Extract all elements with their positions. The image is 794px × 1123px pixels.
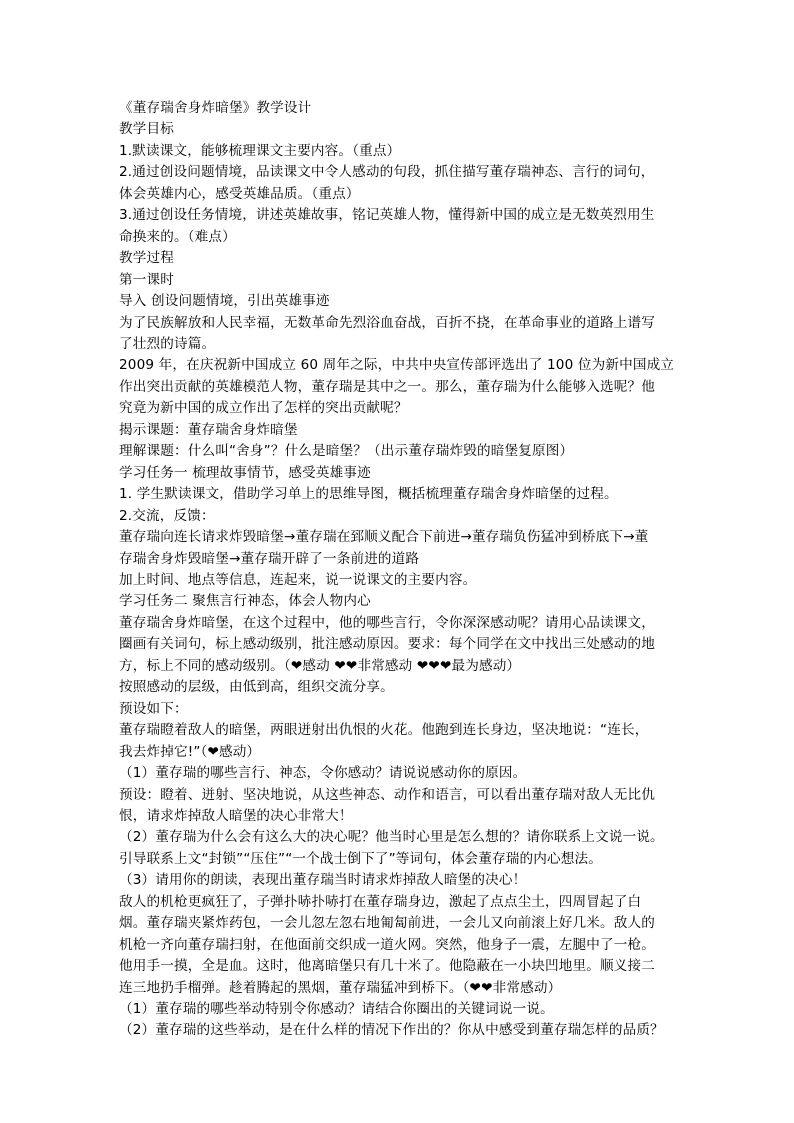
- text-line: 引导联系上文“封锁”“压住”“一个战士倒下了”等词句，体会董存瑞的内心想法。: [119, 850, 602, 867]
- document-body: [119, 119, 679, 1041]
- document-page: [119, 98, 679, 1042]
- text-line: 加上时间、地点等信息，连起来，说一说课文的主要内容。: [119, 571, 477, 588]
- text-line: （2）董存瑞的这些举动，是在什么样的情况下作出的？你从中感受到董存瑞怎样的品质？: [119, 1022, 664, 1039]
- text-line: 我去炸掉它!”（❤感动）: [119, 743, 261, 760]
- story-flow: 董存瑞向连长请求炸毁暗堡→董存瑞在郅顺义配合下前进→董存瑞负伤猛冲到桥底下→董: [119, 529, 649, 546]
- section-heading-process: 教学过程: [119, 250, 174, 267]
- topic-understanding: 理解课题：什么叫“舍身”？什么是暗堡？（出示董存瑞炸毁的暗堡复原图）: [119, 443, 574, 460]
- text-line: 恨，请求炸掉敌人暗堡的决心非常大！: [119, 807, 353, 824]
- text-line: 烟。董存瑞夹紧炸药包，一会儿忽左忽右地匍匐前进，一会儿又向前滚上好几米。敌人的: [119, 915, 656, 932]
- story-flow-cont: 存瑞舍身炸毁暗堡→董存瑞开辟了一条前进的道路: [119, 550, 420, 567]
- text-line: 连三地扔手榴弹。趁着腾起的黑烟，董存瑞猛冲到桥下。（❤❤非常感动）: [119, 979, 562, 996]
- text-line: （1）董存瑞的哪些举动特别令你感动？请结合你圈出的关键词说一说。: [119, 1001, 554, 1018]
- intro-heading: 导入 创设问题情境，引出英雄事迹: [119, 293, 330, 310]
- text-line: 董存瑞舍身炸暗堡，在这个过程中，他的哪些言行，令你深深感动呢？请用心品读课文，: [119, 614, 656, 631]
- objective-2-cont: 体会英雄内心，感受英雄品质。（重点）: [119, 185, 360, 202]
- text-line: 按照感动的层级，由低到高，组织交流分享。: [119, 679, 394, 696]
- topic-reveal: 揭示课题：董存瑞舍身炸暗堡: [119, 421, 298, 438]
- objective-3-cont: 命换来的。（难点）: [119, 228, 236, 245]
- document-title: 《董存瑞舍身炸暗堡》教学设计: [119, 100, 312, 116]
- text-line: （1）董存瑞的哪些言行、神态，令你感动？请说说感动你的原因。: [119, 765, 527, 782]
- task-1-heading: 学习任务一 梳理故事情节，感受英雄事迹: [119, 464, 371, 481]
- text-line: 他用手一摸，全是血。这时，他离暗堡只有几十米了。他隐蔽在一小块凹地里。顺义接二: [119, 958, 656, 975]
- text-line: 圈画有关词句，标上感动级别，批注感动原因。要求：每个同学在文中找出三处感动的地: [119, 636, 656, 653]
- text-line: 预设：瞪着、迸射、坚决地说，从这些神态、动作和语言，可以看出董存瑞对敌人无比仇: [119, 786, 656, 803]
- text-line: 1. 学生默读课文，借助学习单上的思维导图，概括梳理董存瑞舍身炸暗堡的过程。: [119, 486, 618, 503]
- text-line: 究竟为新中国的成立作出了怎样的突出贡献呢？: [119, 400, 408, 417]
- objective-3: 3.通过创设任务情境，讲述英雄故事，铭记英雄人物，懂得新中国的成立是无数英烈用生: [119, 207, 655, 224]
- lesson-heading: 第一课时: [119, 271, 174, 288]
- objective-2: 2.通过创设问题情境，品读课文中令人感动的句段，抓住描写董存瑞神态、言行的词句，: [119, 164, 655, 181]
- text-line: 方，标上不同的感动级别。（❤感动 ❤❤非常感动 ❤❤❤最为感动）: [119, 657, 521, 674]
- text-line: 作出突出贡献的英雄模范人物，董存瑞是其中之一。那么，董存瑞为什么能够入选呢？他: [119, 378, 656, 395]
- text-line: 敌人的机枪更疯狂了，子弹扑哧扑哧打在董存瑞身边，激起了点点尘土，四周冒起了白: [119, 893, 642, 910]
- text-line: 了壮烈的诗篇。: [119, 335, 216, 352]
- section-heading-objectives: 教学目标: [119, 121, 174, 138]
- task-2-heading: 学习任务二 聚焦言行神态，体会人物内心: [119, 593, 371, 610]
- text-line: 董存瑞瞪着敌人的暗堡，两眼迸射出仇恨的火花。他跑到连长身边，坚决地说：“连长，: [119, 722, 649, 739]
- text-line: 机枪一齐向董存瑞扫射，在他面前交织成一道火网。突然，他身子一震，左腿中了一枪。: [119, 936, 656, 953]
- text-line: 预设如下：: [119, 700, 188, 717]
- objective-1: 1.默读课文，能够梳理课文主要内容。（重点）: [119, 142, 401, 159]
- text-line: 2.交流，反馈：: [119, 507, 215, 524]
- text-line: 为了民族解放和人民幸福，无数革命先烈浴血奋战，百折不挠，在革命事业的道路上谱写: [119, 314, 656, 331]
- text-line: （3）请用你的朗读，表现出董存瑞当时请求炸掉敌人暗堡的决心！: [119, 872, 527, 889]
- text-line: （2）董存瑞为什么会有这么大的决心呢？他当时心里是怎么想的？请你联系上文说一说。: [119, 829, 664, 846]
- text-line: 2009 年，在庆祝新中国成立 60 周年之际，中共中央宣传部评选出了 100 位为新中国成立: [119, 357, 675, 374]
